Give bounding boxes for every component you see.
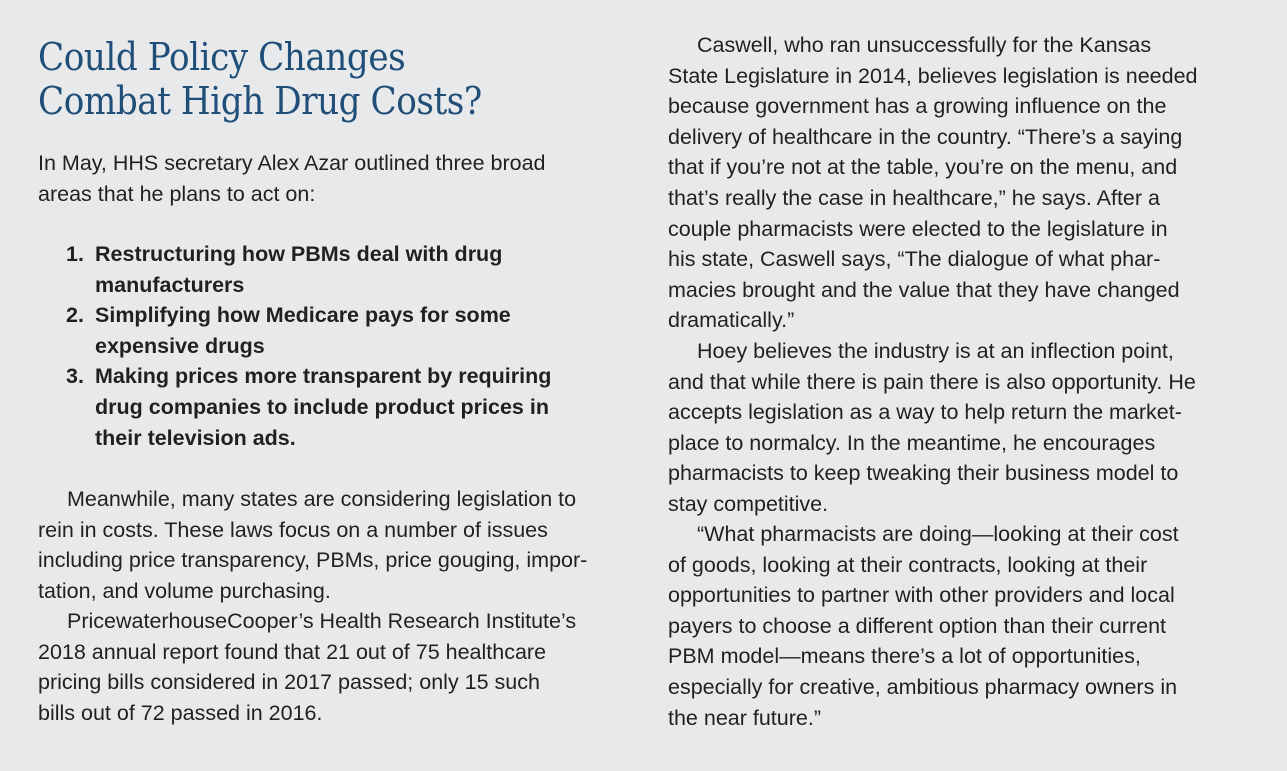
text-line: including price transparency, PBMs, price gouging, impor- [38, 548, 588, 573]
article-headline [38, 35, 482, 123]
headline-line: Combat High Drug Costs? [38, 79, 482, 123]
list-number: 3. [66, 364, 84, 389]
caswell-paragraph [668, 30, 1198, 336]
text-line: because government has a growing influence on the [668, 94, 1167, 119]
text-line: pricing bills considered in 2017 passed; only 15 such [38, 670, 540, 695]
text-line: opportunities to partner with other providers and local [668, 583, 1175, 608]
text-line: especially for creative, ambitious pharmacy owners in [668, 674, 1178, 699]
policy-areas-list [66, 239, 551, 453]
list-number: 1. [66, 242, 84, 266]
text-line: bills out of 72 passed in 2016. [38, 700, 323, 725]
text-line: PricewaterhouseCooper’s Health Research Institute’s [67, 609, 577, 633]
text-line: of goods, looking at their contracts, looking at their [668, 552, 1148, 577]
list-text: their television ads. [95, 425, 296, 450]
intro-paragraph [38, 148, 546, 209]
list-item [66, 300, 551, 361]
hoey-paragraph [668, 336, 1196, 520]
text-line: dramatically.” [668, 308, 795, 333]
text-line: areas that he plans to act on: [38, 181, 316, 206]
pwc-paragraph [38, 606, 576, 728]
text-line: that’s really the case in healthcare,” he says. After a [668, 185, 1160, 210]
text-line: payers to choose a different option than their current [668, 613, 1166, 638]
list-text: Simplifying how Medicare pays for some [95, 303, 511, 328]
headline-line: Could Policy Changes [38, 35, 406, 79]
list-item [66, 361, 551, 453]
text-line: 2018 annual report found that 21 out of 75 healthcare [38, 639, 547, 664]
text-line: that if you’re not at the table, you’re on the menu, and [668, 155, 1178, 180]
text-line: the near future.” [668, 705, 821, 730]
text-line: Caswell, who ran unsuccessfully for the Kansas [697, 33, 1152, 57]
text-line: and that while there is pain there is also opportunity. He [668, 369, 1196, 394]
text-line: “What pharmacists are doing—looking at their cost [697, 522, 1179, 546]
text-line: tation, and volume purchasing. [38, 578, 331, 603]
text-line: couple pharmacists were elected to the legislature in [668, 216, 1168, 241]
list-text: drug companies to include product prices in [95, 394, 549, 419]
list-text: Restructuring how PBMs deal with drug [95, 242, 503, 266]
text-line: macies brought and the value that they have changed [668, 277, 1180, 302]
text-line: his state, Caswell says, “The dialogue of what phar- [668, 247, 1161, 272]
text-line: stay competitive. [668, 491, 829, 516]
text-line: place to normalcy. In the meantime, he encourages [668, 430, 1156, 455]
list-text: Making prices more transparent by requiring [95, 364, 552, 389]
text-line: State Legislature in 2014, believes legislation is needed [668, 63, 1198, 88]
list-text: expensive drugs [95, 333, 265, 358]
list-text: manufacturers [95, 272, 245, 297]
text-line: rein in costs. These laws focus on a number of issues [38, 517, 548, 542]
text-line: Meanwhile, many states are considering legislation to [67, 487, 577, 511]
quote-paragraph [668, 519, 1179, 733]
meanwhile-paragraph [38, 484, 587, 606]
text-line: delivery of healthcare in the country. “There’s a saying [668, 124, 1183, 149]
text-line: pharmacists to keep tweaking their business model to [668, 461, 1179, 486]
text-line: In May, HHS secretary Alex Azar outlined three broad [38, 151, 546, 175]
text-line: PBM model—means there’s a lot of opportunities, [668, 644, 1141, 669]
list-item [66, 239, 551, 300]
list-number: 2. [66, 303, 84, 328]
text-line: accepts legislation as a way to help return the market- [668, 400, 1182, 425]
text-line: Hoey believes the industry is at an inflection point, [697, 339, 1174, 363]
